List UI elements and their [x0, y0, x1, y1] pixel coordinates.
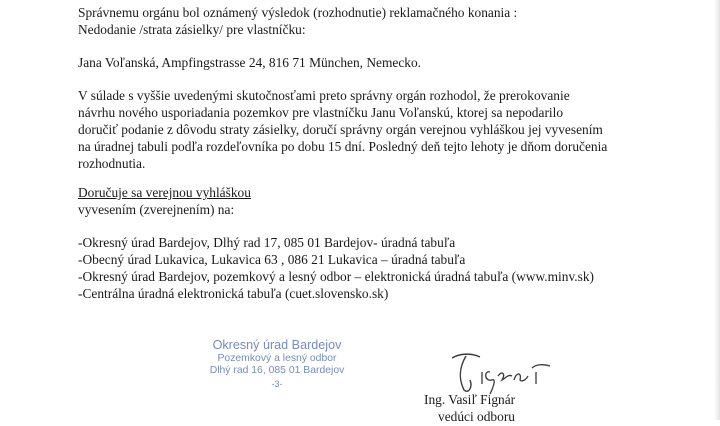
stamp-line-office: Okresný úrad Bardejov	[212, 338, 342, 352]
delivery-item-3: -Okresný úrad Bardejov, pozemkový a lesný odbor – elektronická úradná tabuľa (www.minv.sk)	[78, 269, 594, 284]
decision-line-4: na úradnej tabuli podľa rozdeľovníka po dobu 15 dní. Posledný deň tejto lehoty je dňom doručenia	[78, 139, 608, 154]
page-edge-shadow	[714, 0, 720, 420]
intro-line-2: Nedodanie /strata zásielky/ pre vlastníčku:	[78, 22, 306, 37]
intro-line-1: Správnemu orgánu bol oznámený výsledok (rozhodnutie) reklamačného konania :	[78, 5, 518, 20]
delivery-item-4: -Centrálna úradná elektronická tabuľa (cuet.slovensko.sk)	[78, 286, 389, 301]
signatory-role: vedúci odboru	[438, 409, 515, 424]
office-stamp	[192, 338, 362, 389]
addressee-line: Jana Voľanská, Ampfingstrasse 24, 816 71 München, Nemecko.	[78, 55, 422, 70]
decision-line-5: rozhodnutia.	[78, 156, 146, 171]
decision-line-2: návrhu nového usporiadania pozemkov pre vlastníčku Janu Voľanskú, ktorej sa nepodarilo	[78, 105, 564, 120]
stamp-line-number: -3-	[271, 379, 283, 389]
signatory-name: Ing. Vasiľ Fignár	[424, 392, 516, 407]
stamp-line-department: Pozemkový a lesný odbor	[217, 353, 337, 364]
stamp-line-address: Dlhý rad 16, 085 01 Bardejov	[209, 365, 345, 376]
decision-line-1: V súlade s vyššie uvedenými skutočnosťami preto správny orgán rozhodol, že prerokovanie	[78, 88, 570, 103]
delivery-subheading: vyvesením (zverejnením) na:	[78, 202, 235, 217]
delivery-heading: Doručuje sa verejnou vyhláškou	[78, 185, 251, 200]
delivery-item-1: -Okresný úrad Bardejov, Dlhý rad 17, 085 01 Bardejov- úradná tabuľa	[78, 235, 456, 250]
decision-line-3: doručiť podanie z dôvodu straty zásielky, doručí správny orgán verejnou vyhláškou jej vyvesením	[78, 122, 603, 137]
delivery-item-2: -Obecný úrad Lukavica, Lukavica 63 , 086 21 Lukavica – úradná tabuľa	[78, 252, 466, 267]
